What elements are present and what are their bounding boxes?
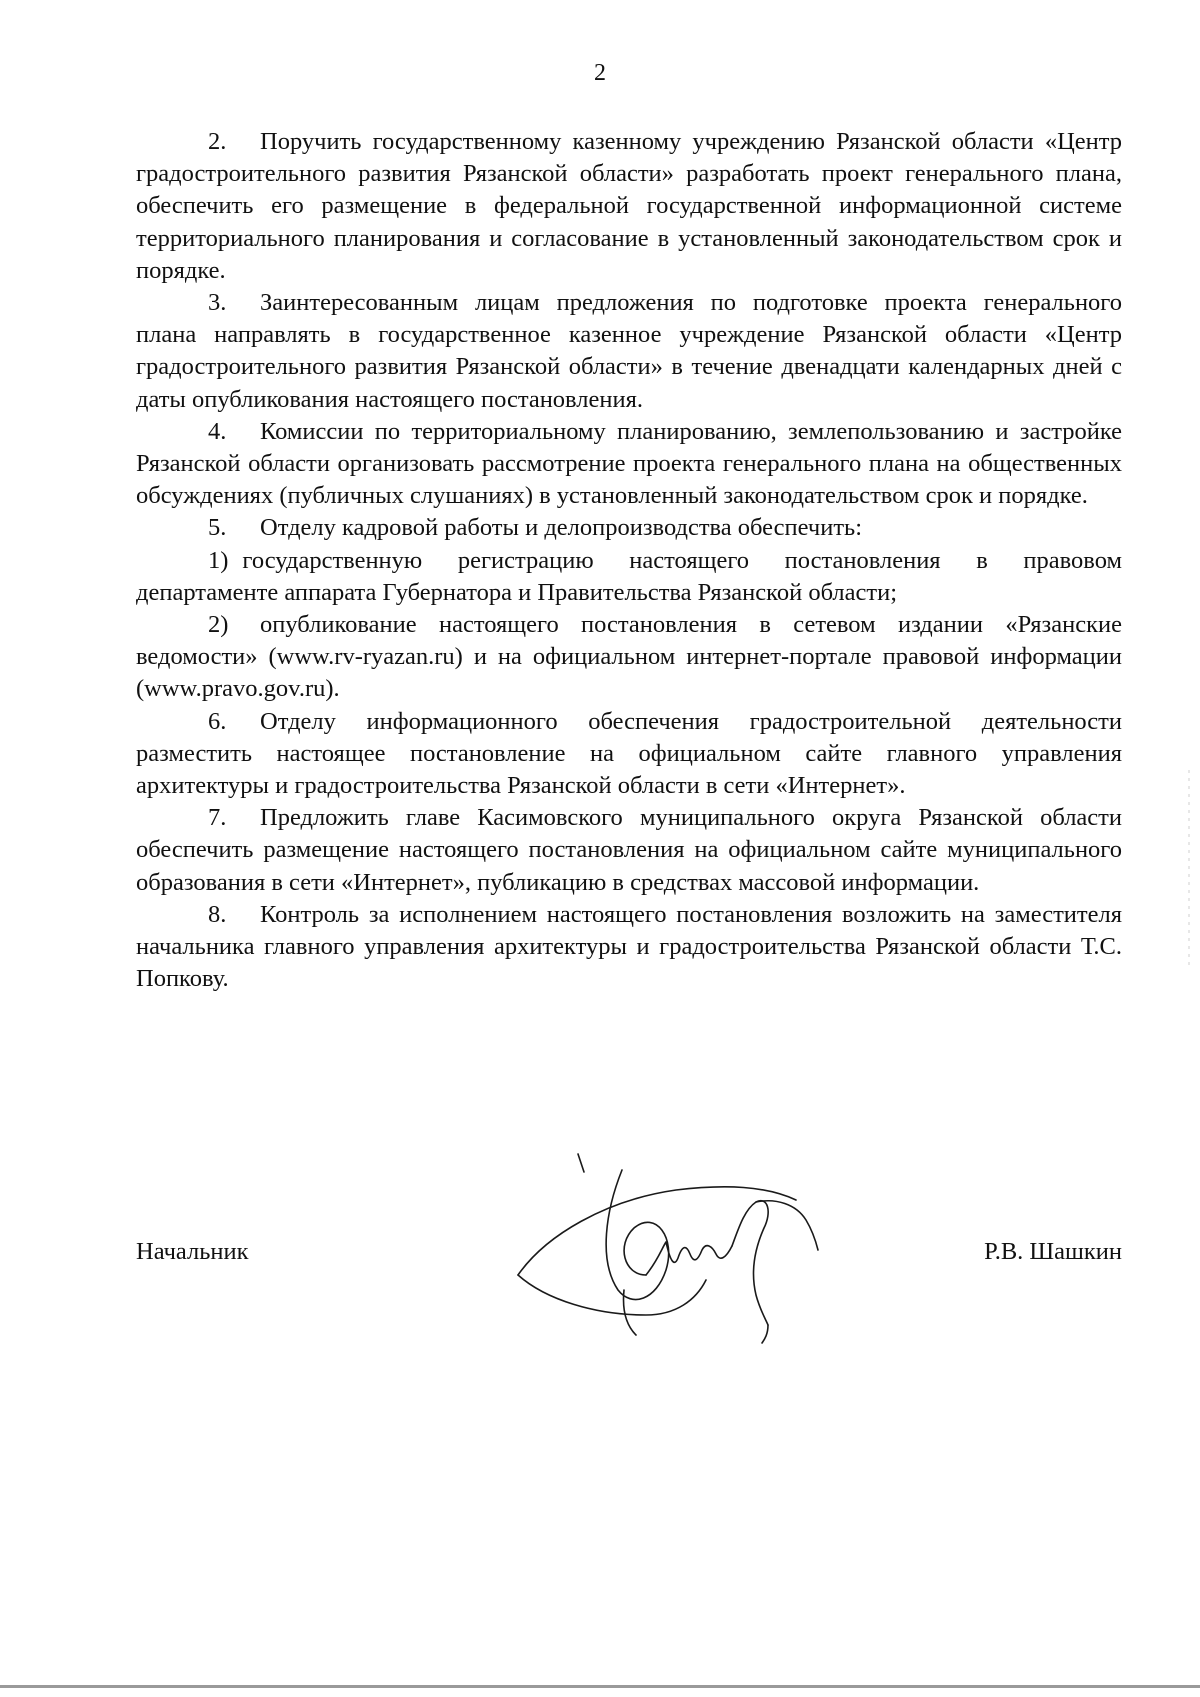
paragraph-5 (136, 512, 1122, 544)
paragraph-6 (136, 706, 1122, 803)
paragraph-2 (136, 126, 1122, 287)
paragraph-text: Предложить главе Касимовского муниципального округа Рязанской области обеспечить размещение настоящего постановления на официальном сайте муниципального образования в сети «Интернет», публикацию в средствах массовой информации. (136, 804, 1122, 896)
paragraph-8 (136, 899, 1122, 996)
paragraph-text: Отделу кадровой работы и делопроизводства обеспечить: (260, 514, 863, 542)
page-number: 2 (594, 60, 606, 86)
paragraph-number: 4. (208, 417, 227, 445)
paragraph-text: Комиссии по территориальному планированию, землепользованию и застройке Рязанской области организовать рассмотрение проекта генерального плана на общественных обсуждениях (публичных слушаниях) в установленный законодательством срок и порядке. (136, 417, 1122, 510)
paragraph-4 (136, 416, 1122, 513)
paragraph-3 (136, 287, 1122, 416)
subparagraph-number: 1) (208, 546, 229, 574)
subparagraph-2 (136, 609, 1122, 706)
signature-block (136, 1236, 1122, 1276)
paragraph-number: 3. (208, 289, 227, 317)
subparagraph-text: опубликование настоящего постановления в сетевом издании «Рязанские ведомости» (www.rv-ryazan.ru) и на официальном интернет-портале правовой информации (www.pravo.gov.ru). (136, 611, 1122, 703)
paragraph-text: Поручить государственному казенному учреждению Рязанской области «Центр градостроительного развития Рязанской области» разработать проект генерального плана, обеспечить его размещение в федеральной государственной информационной системе территориального планирования и согласование в установленный законодательством срок и порядке. (136, 128, 1122, 284)
paragraph-number: 2. (208, 128, 227, 155)
document-body (136, 126, 1122, 995)
paragraph-text: Отделу информационного обеспечения градостроительной деятельности разместить настоящее постановление на официальном сайте главного управления архитектуры и градостроительства Рязанской области в сети «Интернет». (136, 707, 1122, 800)
paragraph-number: 6. (208, 707, 227, 735)
paragraph-number: 8. (208, 900, 227, 928)
paragraph-number: 5. (208, 514, 227, 542)
paragraph-text: Заинтересованным лицам предложения по подготовке проекта генерального плана направлять в государственное казенное учреждение Рязанской области «Центр градостроительного развития Рязанской области» в течение двенадцати календарных дней с даты опубликования настоящего постановления. (136, 289, 1122, 413)
signatory-title: Начальник (136, 1238, 249, 1265)
scan-margin-mark (1188, 770, 1190, 970)
signatory-name: Р.В. Шашкин (984, 1238, 1122, 1265)
paragraph-7 (136, 802, 1122, 899)
paragraph-number: 7. (208, 804, 227, 832)
subparagraph-text: государственную регистрацию настоящего постановления в правовом департаменте аппарата Губернатора и Правительства Рязанской области; (136, 546, 1122, 606)
subparagraph-number: 2) (208, 611, 229, 639)
paragraph-text: Контроль за исполнением настоящего постановления возложить на заместителя начальника главного управления архитектуры и градостроительства Рязанской области Т.С. Попкову. (136, 900, 1122, 993)
subparagraph-1 (136, 545, 1122, 609)
scan-bottom-edge (0, 1685, 1200, 1688)
